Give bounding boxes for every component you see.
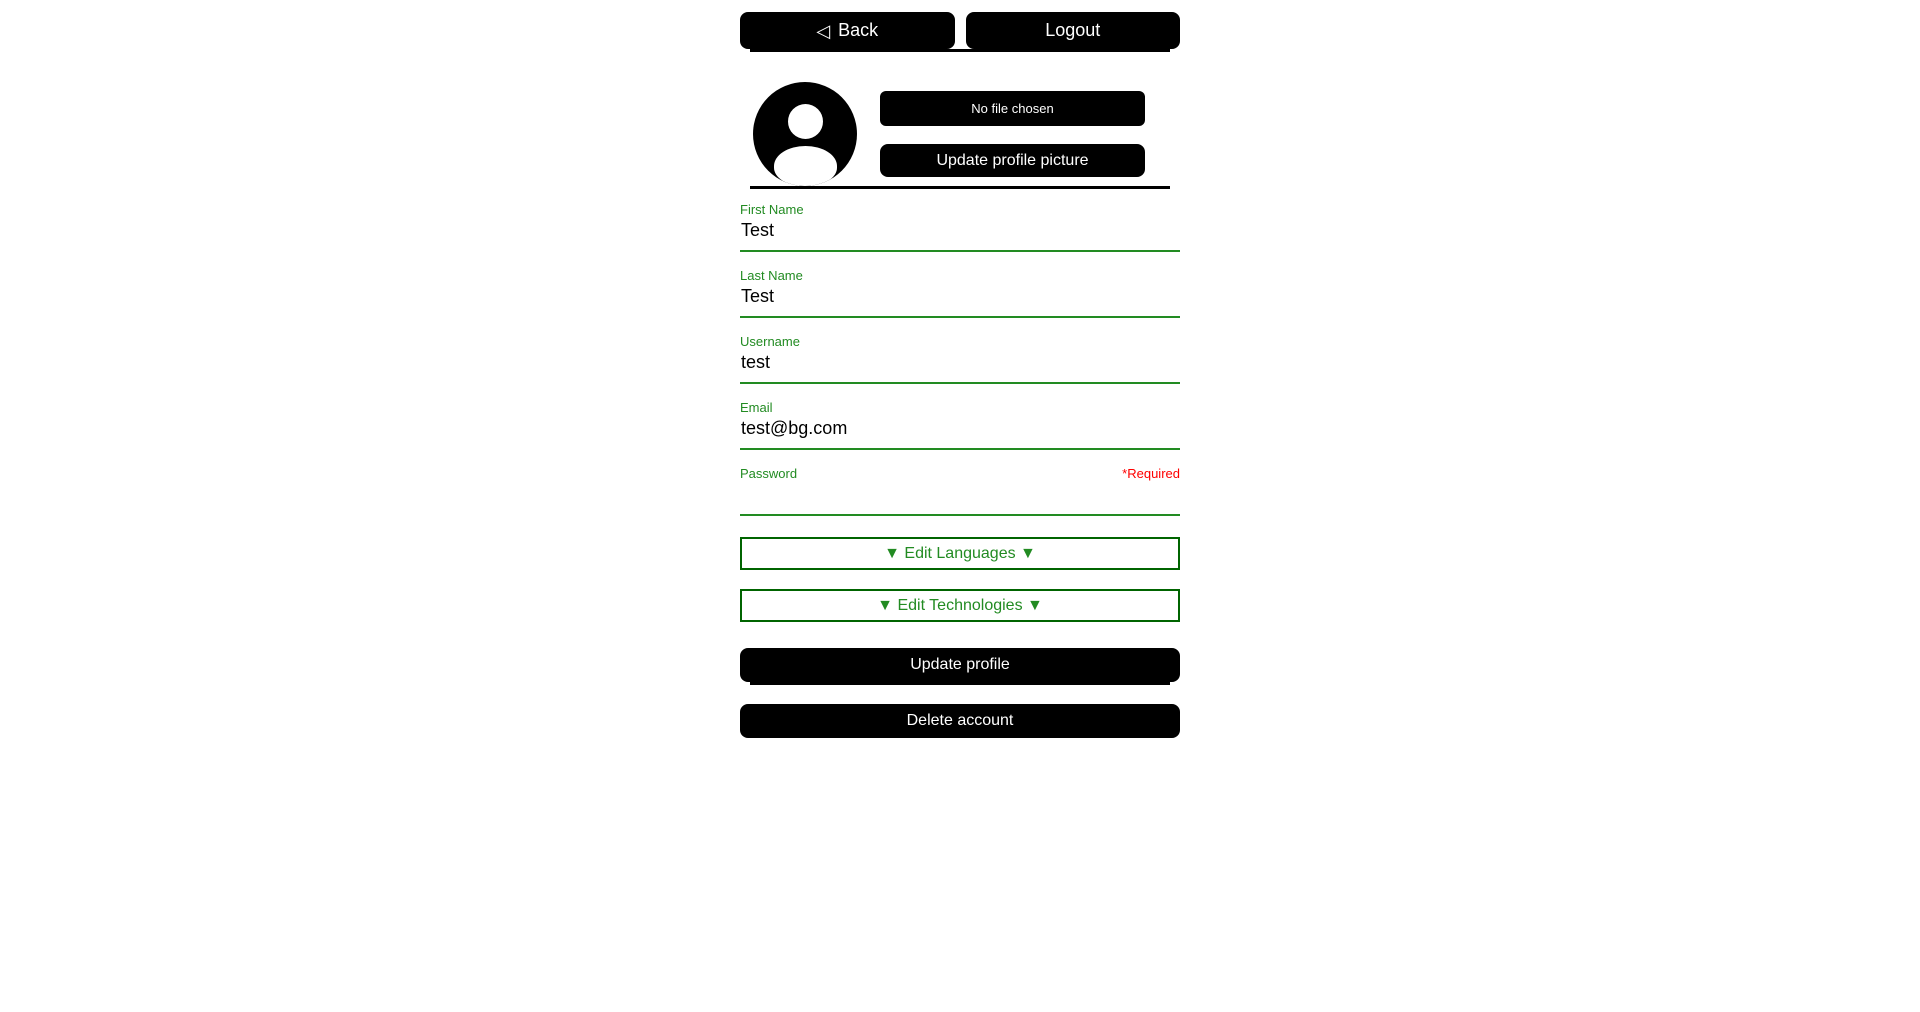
update-picture-label: Update profile picture — [936, 151, 1089, 169]
profile-form — [740, 202, 1180, 682]
edit-technologies-button[interactable] — [740, 589, 1180, 622]
update-profile-picture-button[interactable] — [880, 144, 1145, 177]
profile-picture-file-input[interactable] — [880, 91, 1145, 126]
password-input[interactable] — [740, 481, 1180, 516]
logout-button-label: Logout — [1045, 20, 1101, 40]
field-first-name — [740, 202, 1180, 252]
avatar-head-shape — [788, 104, 823, 139]
edit-languages-label: ▼ Edit Languages ▼ — [884, 544, 1036, 562]
update-profile-button[interactable] — [740, 648, 1180, 682]
picture-controls — [880, 91, 1145, 177]
last-name-input[interactable] — [740, 283, 1180, 318]
field-password — [740, 466, 1180, 516]
update-profile-label: Update profile — [910, 656, 1010, 673]
email-label: Email — [740, 400, 773, 415]
edit-languages-button[interactable] — [740, 537, 1180, 570]
field-email — [740, 400, 1180, 450]
toolbar — [740, 12, 1180, 49]
divider — [750, 49, 1170, 52]
avatar-icon — [753, 82, 857, 186]
delete-account-label: Delete account — [906, 712, 1014, 729]
delete-account-button[interactable] — [740, 704, 1180, 738]
profile-page — [740, 0, 1180, 738]
divider — [750, 682, 1170, 685]
profile-picture-section — [740, 82, 1180, 186]
file-input-status-text: No file chosen — [971, 101, 1054, 116]
field-username — [740, 334, 1180, 384]
last-name-label: Last Name — [740, 268, 803, 283]
password-label: Password — [740, 466, 798, 481]
back-button-label: Back — [838, 20, 879, 40]
email-input[interactable] — [740, 415, 1180, 450]
username-input[interactable] — [740, 349, 1180, 384]
password-required-note: *Required — [1122, 466, 1180, 481]
back-arrow-icon: ◁ — [816, 20, 831, 41]
back-button[interactable] — [740, 12, 955, 49]
first-name-input[interactable] — [740, 217, 1180, 252]
field-last-name — [740, 268, 1180, 318]
first-name-label: First Name — [740, 202, 804, 217]
username-label: Username — [740, 334, 800, 349]
edit-technologies-label: ▼ Edit Technologies ▼ — [877, 596, 1043, 614]
divider — [750, 186, 1170, 189]
logout-button[interactable] — [966, 12, 1181, 49]
avatar-body-shape — [774, 146, 837, 186]
